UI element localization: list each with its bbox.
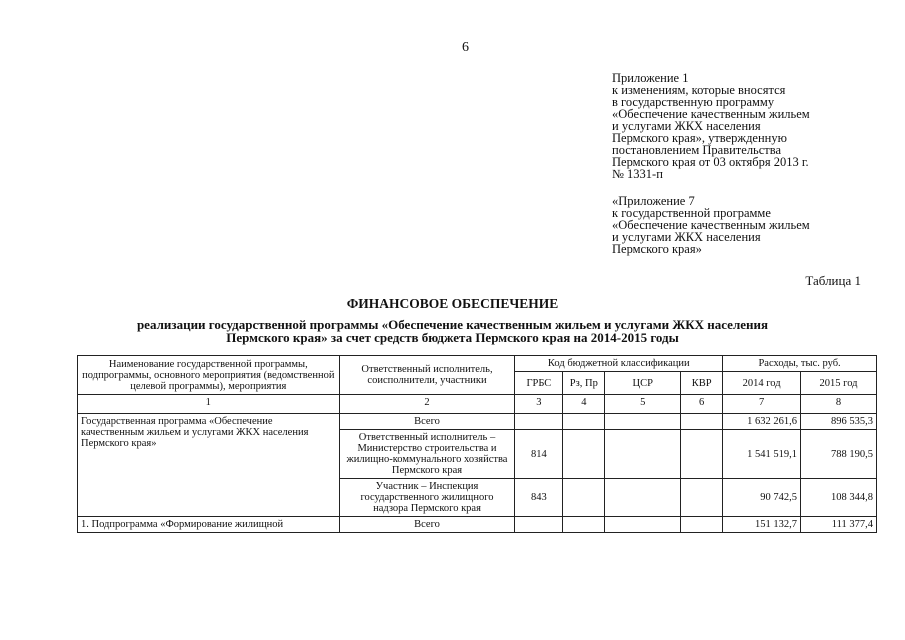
row-csr bbox=[605, 414, 681, 430]
header-expenses: Расходы, тыс. руб. bbox=[723, 356, 877, 372]
row-executor: Участник – Инспекция государственного жилищного надзора Пермского края bbox=[339, 479, 515, 517]
row-grbs: 843 bbox=[515, 479, 563, 517]
header-grbs: ГРБС bbox=[515, 372, 563, 395]
header-csr: ЦСР bbox=[605, 372, 681, 395]
row-rz-pr bbox=[563, 414, 605, 430]
row-kvr bbox=[681, 430, 723, 479]
row-rz-pr bbox=[563, 479, 605, 517]
header-2015: 2015 год bbox=[801, 372, 877, 395]
col-num: 8 bbox=[801, 395, 877, 414]
row-rz-pr bbox=[563, 517, 605, 533]
row-name: 1. Подпрограмма «Формирование жилищной bbox=[78, 517, 340, 533]
row-2014: 1 632 261,6 bbox=[723, 414, 801, 430]
row-2015: 896 535,3 bbox=[801, 414, 877, 430]
row-csr bbox=[605, 430, 681, 479]
row-rz-pr bbox=[563, 430, 605, 479]
financing-table bbox=[77, 355, 877, 533]
row-2014: 151 132,7 bbox=[723, 517, 801, 533]
row-kvr bbox=[681, 414, 723, 430]
row-2015: 108 344,8 bbox=[801, 479, 877, 517]
col-num: 7 bbox=[723, 395, 801, 414]
row-csr bbox=[605, 479, 681, 517]
row-executor: Ответственный исполнитель – Министерство строительства и жилищно-коммунального хозяйства Пермского края bbox=[339, 430, 515, 479]
row-2015: 788 190,5 bbox=[801, 430, 877, 479]
col-num: 5 bbox=[605, 395, 681, 414]
document-subtitle: реализации государственной программы «Обеспечение качественным жильем и услугами ЖКХ населения Пермского края» за счет средств бюджета Пермского края на 2014-2015 годы bbox=[136, 317, 769, 345]
appendix-7-block: «Приложение 7 к государственной программе «Обеспечение качественным жильем и услугами ЖКХ населения Пермского края» bbox=[612, 194, 810, 256]
row-grbs bbox=[515, 517, 563, 533]
header-executor: Ответственный исполнитель, соисполнители, участники bbox=[339, 356, 515, 395]
col-num: 6 bbox=[681, 395, 723, 414]
row-kvr bbox=[681, 479, 723, 517]
header-rz-pr: Рз, Пр bbox=[563, 372, 605, 395]
header-budget-code: Код бюджетной классификации bbox=[515, 356, 723, 372]
document-title: ФИНАНСОВОЕ ОБЕСПЕЧЕНИЕ bbox=[346, 296, 559, 311]
table-label: Таблица 1 bbox=[805, 273, 861, 288]
col-num: 2 bbox=[339, 395, 515, 414]
col-num: 3 bbox=[515, 395, 563, 414]
table-row bbox=[78, 414, 877, 430]
col-num: 4 bbox=[563, 395, 605, 414]
header-name: Наименование государственной программы, подпрограммы, основного мероприятия (ведомственной целевой программы), мероприятия bbox=[78, 356, 340, 395]
table-row bbox=[78, 517, 877, 533]
column-number-row bbox=[78, 395, 877, 414]
row-grbs: 814 bbox=[515, 430, 563, 479]
page-number: 6 bbox=[462, 40, 469, 55]
row-kvr bbox=[681, 517, 723, 533]
row-csr bbox=[605, 517, 681, 533]
row-name: Государственная программа «Обеспечение качественным жильем и услугами ЖКХ населения Пермского края» bbox=[78, 414, 340, 517]
header-2014: 2014 год bbox=[723, 372, 801, 395]
row-grbs bbox=[515, 414, 563, 430]
row-executor: Всего bbox=[339, 517, 515, 533]
row-2015: 111 377,4 bbox=[801, 517, 877, 533]
row-2014: 90 742,5 bbox=[723, 479, 801, 517]
header-kvr: КВР bbox=[681, 372, 723, 395]
col-num: 1 bbox=[78, 395, 340, 414]
row-executor: Всего bbox=[339, 414, 515, 430]
appendix-1-block: Приложение 1 к изменениям, которые вносятся в государственную программу «Обеспечение качественным жильем и услугами ЖКХ населения Пермского края», утвержденную постановлением Правительства Пермского края от 03 октября 2013 г. № 1331-п bbox=[612, 71, 810, 181]
row-2014: 1 541 519,1 bbox=[723, 430, 801, 479]
